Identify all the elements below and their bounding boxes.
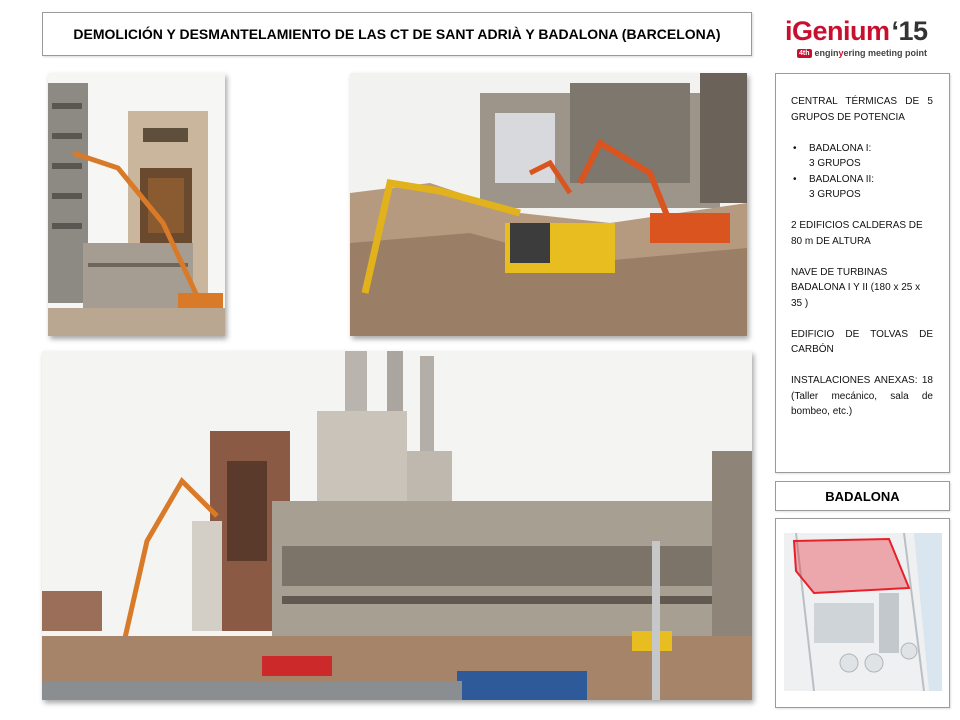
- site-map-image: [784, 533, 942, 691]
- list-item: [791, 141, 933, 172]
- group-detail: 3 GRUPOS: [809, 189, 861, 200]
- excavators-photo: [350, 73, 747, 336]
- intro-text: CENTRAL TÉRMICAS DE 5 GRUPOS DE POTENCIA: [791, 96, 933, 123]
- site-map: [775, 518, 950, 708]
- groups-list: [791, 141, 933, 203]
- logo-brand: iGenium: [785, 16, 890, 46]
- calderas-text: 2 EDIFICIOS CALDERAS DE 80 m DE ALTURA: [791, 220, 923, 247]
- location-label: [775, 481, 950, 511]
- group-name: BADALONA II:: [809, 173, 875, 185]
- location-label-text: BADALONA: [825, 488, 900, 504]
- logo-tagline-text: enginyering meeting point: [814, 48, 928, 58]
- logo-wordmark: [785, 16, 928, 47]
- logo-tagline: [797, 48, 927, 58]
- page-title: [42, 12, 752, 56]
- tolvas-text: EDIFICIO DE TOLVAS DE CARBÓN: [791, 328, 933, 355]
- logo-year: ‘15: [891, 16, 928, 46]
- tower-demolition-photo: [48, 73, 225, 336]
- group-detail: 3 GRUPOS: [809, 158, 861, 169]
- logo-edition: 4th: [799, 49, 810, 57]
- demolition-area-highlight: [794, 539, 909, 593]
- igenium-logo: [785, 14, 935, 60]
- plant-panorama-photo: [42, 351, 752, 700]
- page-title-text: DEMOLICIÓN Y DESMANTELAMIENTO DE LAS CT DE SANT ADRIÀ Y BADALONA (BARCELONA): [73, 26, 721, 42]
- list-item: [791, 172, 933, 203]
- plant-description: [775, 73, 950, 473]
- turbinas-text: NAVE DE TURBINAS BADALONA I Y II (180 x 25 x 35 ): [791, 266, 921, 309]
- group-name: BADALONA I:: [809, 142, 872, 154]
- anexas-text: INSTALACIONES ANEXAS: 18 (Taller mecánico, sala de bombeo, etc.): [791, 375, 933, 417]
